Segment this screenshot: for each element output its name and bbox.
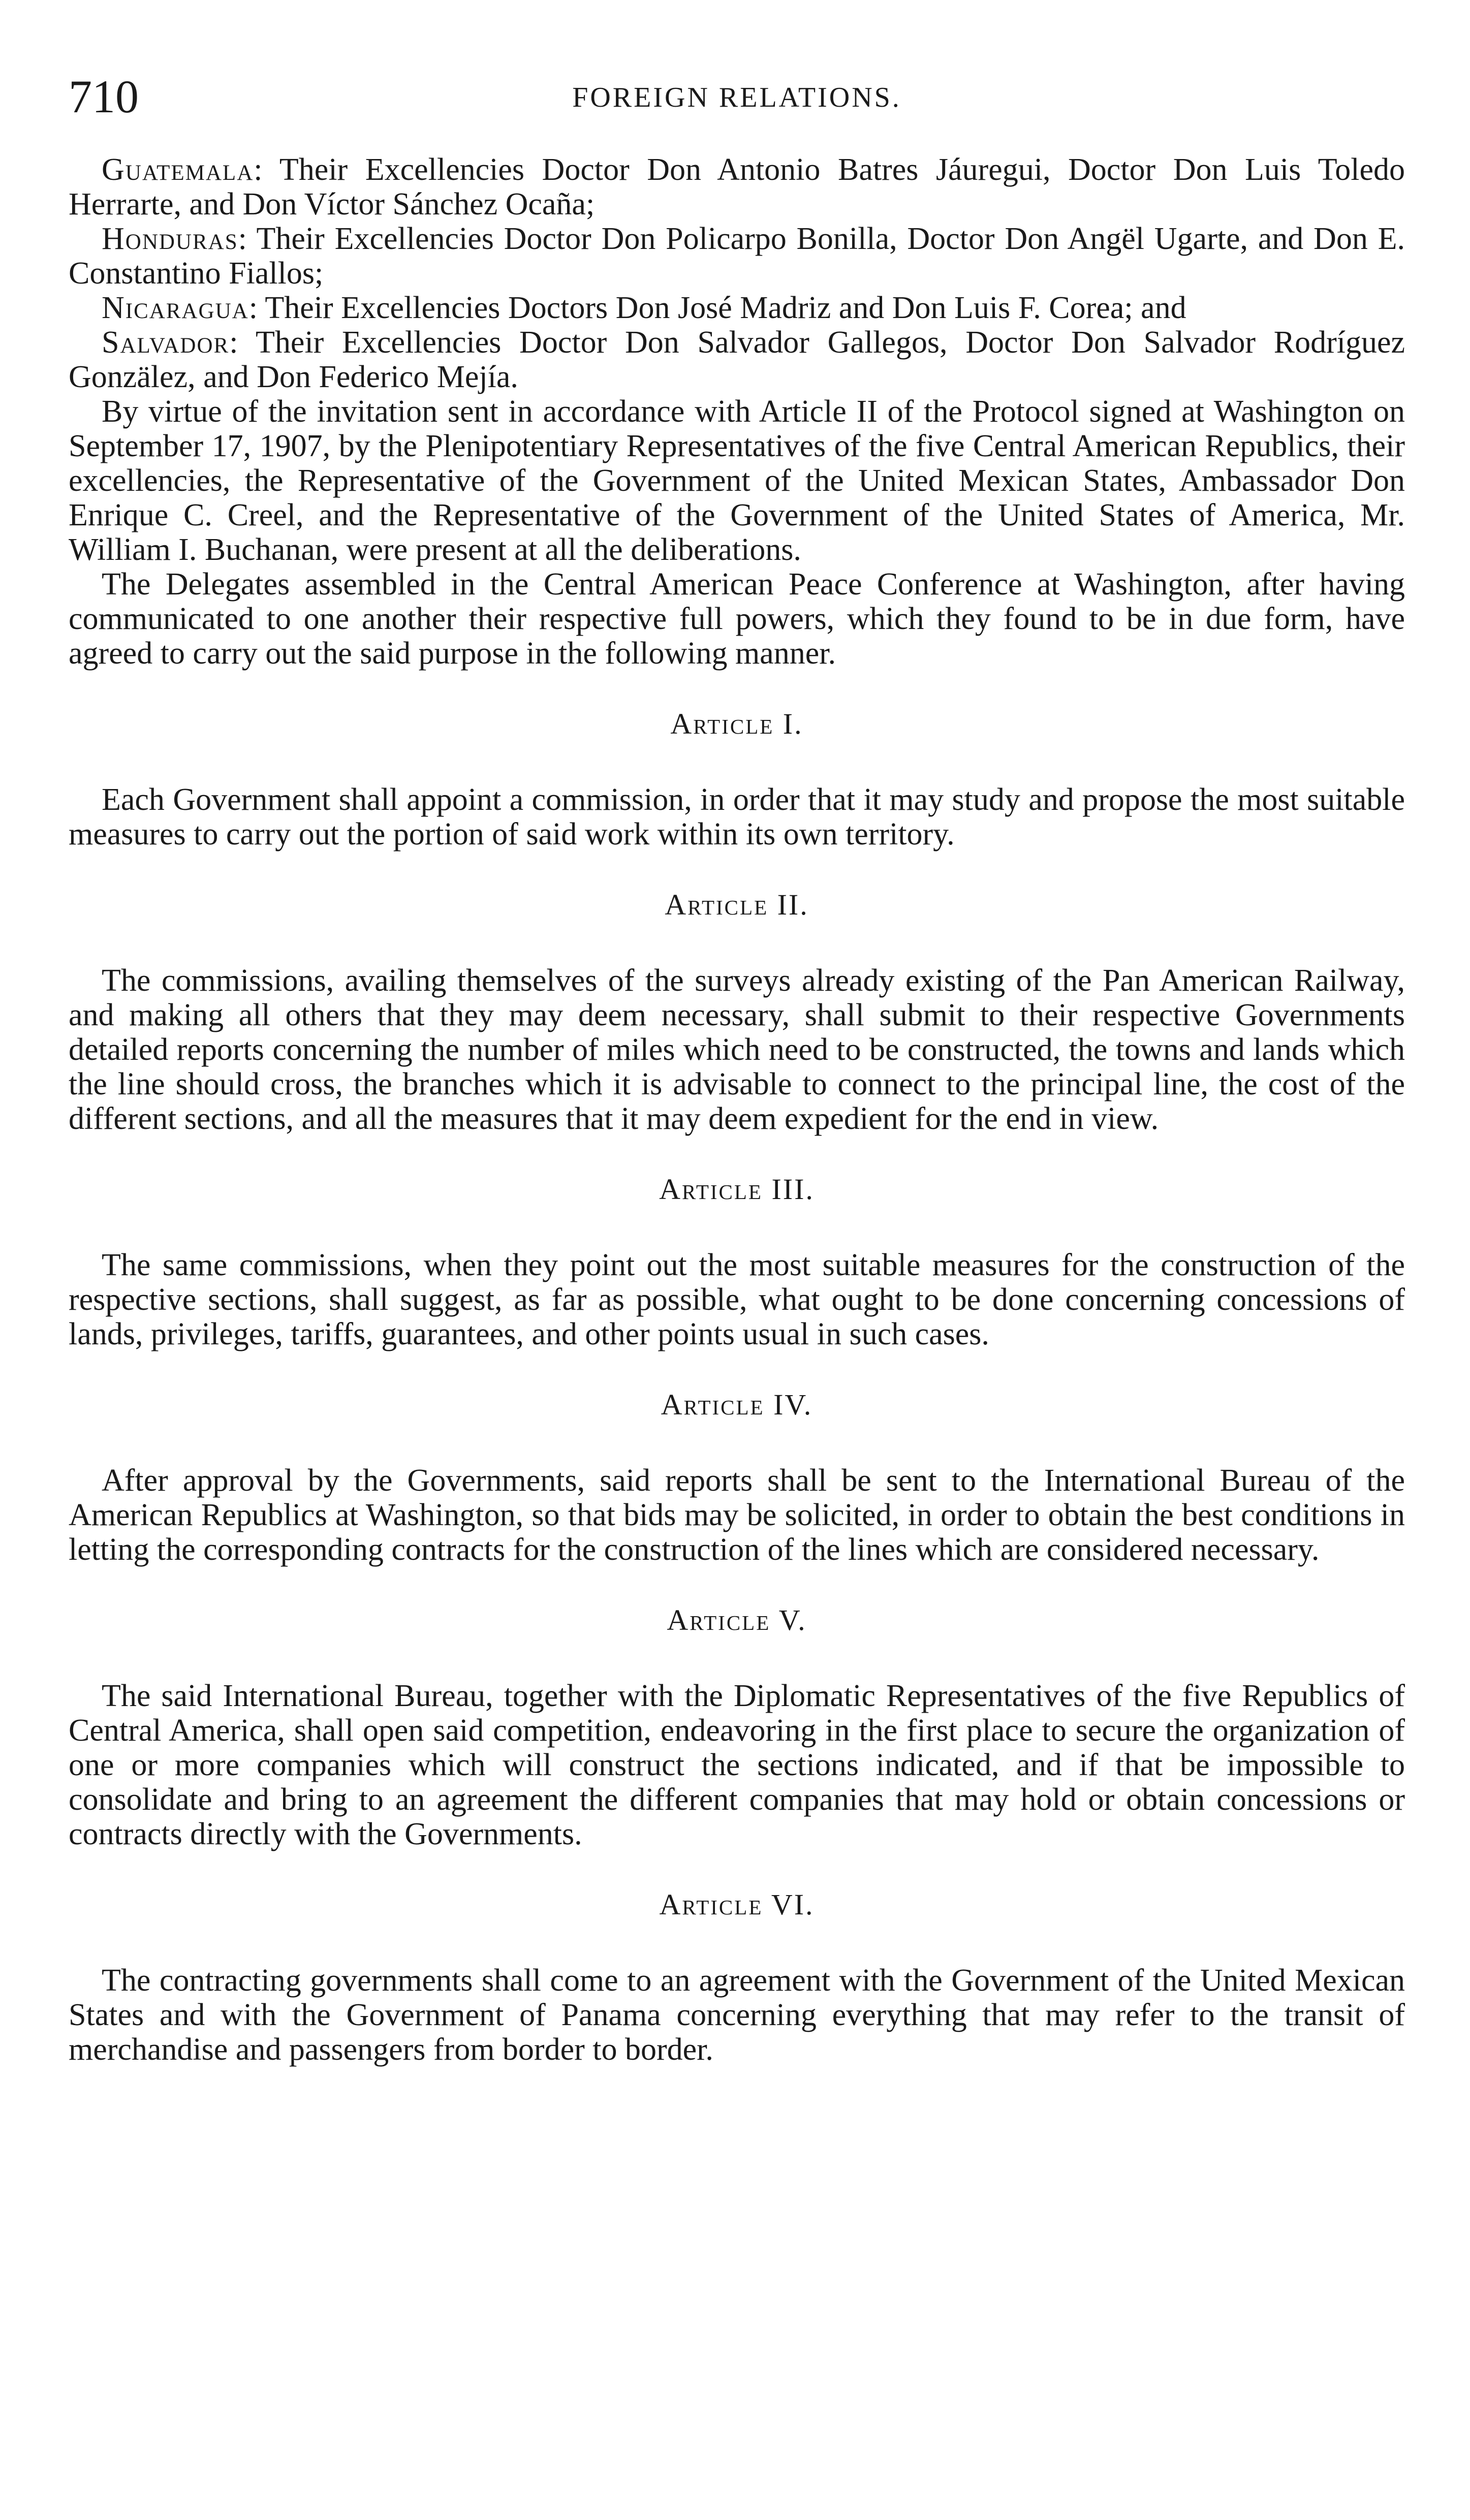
article-3-text: The same commissions, when they point out the most suitable measures for the construction of the respective sections, shall suggest, as far as possible, what ought to be done concerning concessions of lands, privileges, tariffs, guarantees, and other points usual in such cases. (69, 1248, 1405, 1351)
delegate-names: : Their Excellencies Doctor Don Salvador Gallegos, Doctor Don Salvador Rodríguez Gonzälez, and Don Federico Mejía. (69, 325, 1405, 394)
country-name: Salvador (102, 325, 230, 360)
country-name: Nicaragua (102, 291, 249, 325)
country-name: Guatemala (102, 152, 254, 187)
article-1-heading: Article I. (670, 707, 803, 740)
article-1-text: Each Government shall appoint a commission, in order that it may study and propose the most suitable measures to carry out the portion of said work within its own territory. (69, 782, 1405, 852)
article-6-text: The contracting governments shall come to an agreement with the Government of the United Mexican States and with the Government of Panama concerning everything that may refer to the transit of merchandise and passengers from border to border. (69, 1963, 1405, 2067)
article-2-heading: Article II. (665, 888, 809, 921)
paragraph-assembled: The Delegates assembled in the Central American Peace Conference at Washington, after having communicated to one another their respective full powers, which they found to be in due form, have agreed to carry out the said purpose in the following manner. (69, 567, 1405, 671)
country-name: Honduras (102, 222, 238, 256)
article-2-text: The commissions, availing themselves of the surveys already existing of the Pan American Railway, and making all others that they may deem necessary, shall submit to their respective Governments detailed reports concerning the number of miles which need to be constructed, the towns and lands which the line should cross, the branches which it is advisable to connect to the principal line, the cost of the different sections, and all the measures that it may deem expedient for the end in view. (69, 963, 1405, 1136)
page-header (69, 66, 1405, 127)
delegate-names: : Their Excellencies Doctor Don Antonio Batres Jáuregui, Doctor Don Luis Toledo Herrarte, and Don Víctor Sánchez Ocaña; (69, 152, 1405, 222)
body-text (69, 152, 1405, 2067)
delegate-names: : Their Excellencies Doctors Don José Madriz and Don Luis F. Corea; and (248, 291, 1186, 325)
delegate-entry-honduras (69, 222, 1405, 291)
article-4-heading: Article IV. (661, 1388, 813, 1421)
running-head: FOREIGN RELATIONS. (572, 82, 901, 113)
article-4-text: After approval by the Governments, said reports shall be sent to the International Bureau of the American Republics at Washington, so that bids may be solicited, in order to obtain the best conditions in letting the corresponding contracts for the construction of the lines which are considered necessary. (69, 1463, 1405, 1567)
article-6-heading: Article VI. (659, 1888, 815, 1921)
delegate-names: : Their Excellencies Doctor Don Policarpo Bonilla, Doctor Don Angël Ugarte, and Don E. Constantino Fiallos; (69, 222, 1405, 291)
delegate-entry-salvador (69, 325, 1405, 394)
article-3-heading: Article III. (659, 1173, 815, 1206)
page-number: 710 (69, 71, 139, 122)
delegate-entry-nicaragua (69, 291, 1405, 325)
article-5-heading: Article V. (667, 1603, 807, 1636)
delegate-entry-guatemala (69, 152, 1405, 222)
article-5-text: The said International Bureau, together with the Diplomatic Representatives of the five Republics of Central America, shall open said competition, endeavoring in the first place to secure the organization of one or more companies which will construct the sections indicated, and if that be impossible to consolidate and bring to an agreement the different companies that may hold or obtain concessions or contracts directly with the Governments. (69, 1679, 1405, 1851)
paragraph-invitation: By virtue of the invitation sent in accordance with Article II of the Protocol signed at Washington on September 17, 1907, by the Plenipotentiary Representatives of the five Central American Republics, their excellencies, the Representative of the Government of the United Mexican States, Ambassador Don Enrique C. Creel, and the Representative of the Government of the United States of America, Mr. William I. Buchanan, were present at all the deliberations. (69, 394, 1405, 567)
